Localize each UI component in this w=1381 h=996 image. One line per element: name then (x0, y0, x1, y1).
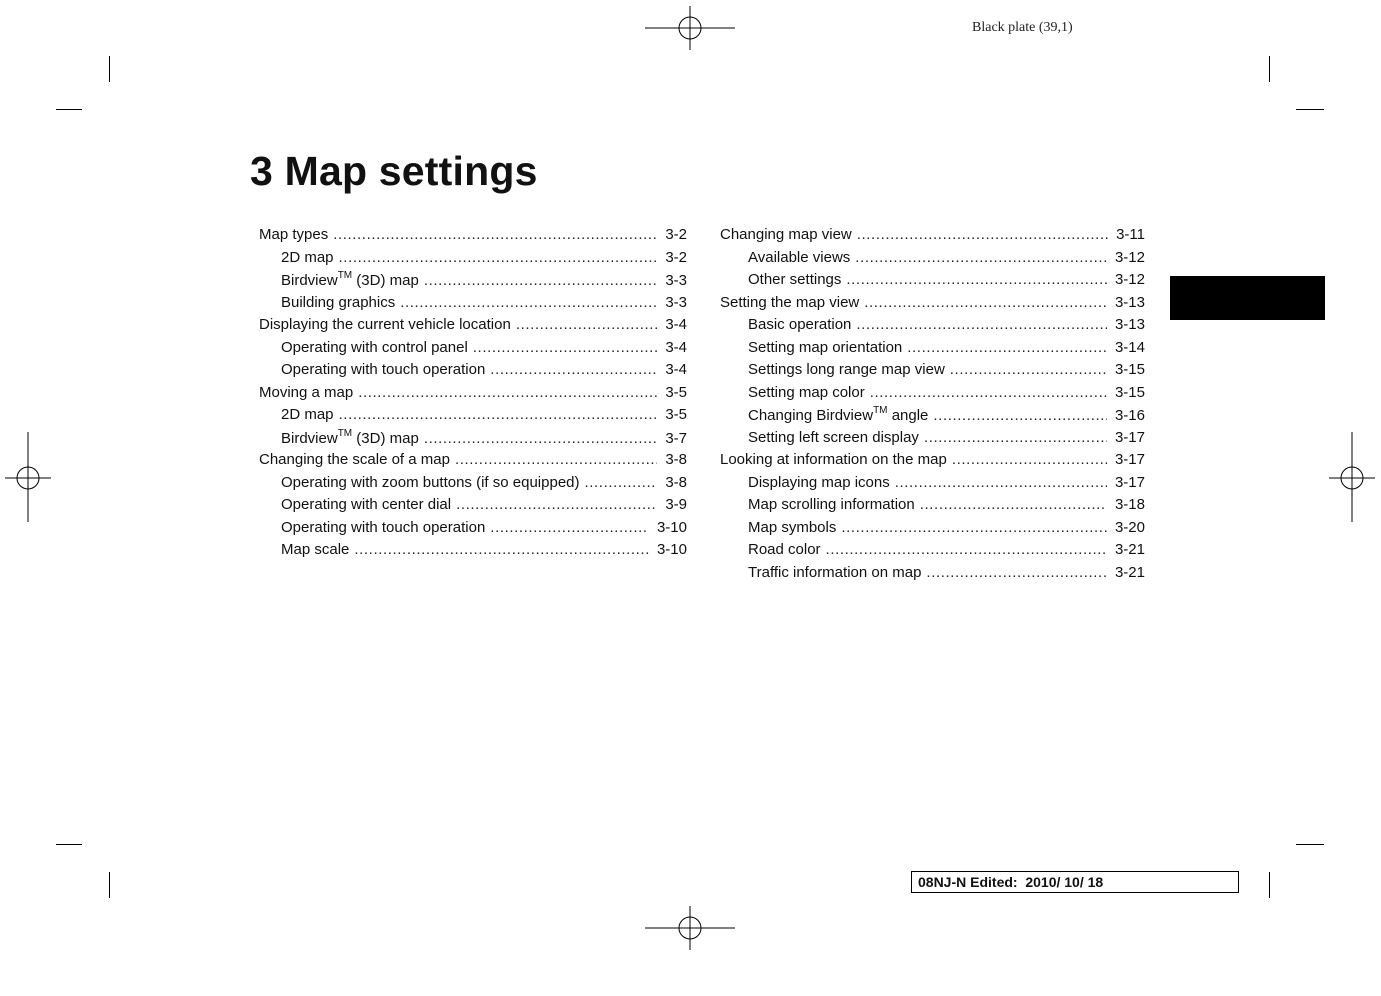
toc-entry[interactable] (720, 541, 1145, 564)
toc-dot-leader (826, 541, 1107, 558)
toc-dot-leader (870, 384, 1107, 401)
registration-mark-right (1329, 432, 1381, 522)
toc-entry-label: Displaying the current vehicle location (259, 316, 511, 333)
toc-dot-leader (473, 339, 658, 356)
toc-entry-label: Setting the map view (720, 293, 860, 311)
toc-dot-leader (400, 294, 657, 311)
toc-entry-page: 3-8 (665, 451, 687, 468)
toc-entry-page: 3-15 (1114, 361, 1145, 378)
toc-dot-leader (424, 272, 657, 289)
toc-entry-label: Basic operation (748, 316, 852, 333)
toc-entry-page: 3-16 (1114, 407, 1145, 424)
trademark-mark: TM (873, 405, 888, 416)
toc-entry-page: 3-11 (1116, 226, 1145, 243)
toc-entry-page: 3-5 (665, 383, 687, 401)
toc-dot-leader (358, 384, 657, 401)
toc-entry[interactable] (720, 339, 1145, 362)
toc-entry-label: Changing map view (720, 226, 852, 243)
toc-left-column (259, 226, 687, 564)
toc-entry-label: Operating with control panel (281, 338, 468, 356)
toc-entry[interactable] (259, 361, 687, 384)
toc-entry[interactable] (720, 294, 1145, 317)
toc-entry-page: 3-3 (665, 272, 687, 289)
toc-dot-leader (907, 339, 1107, 356)
toc-entry-label: Birdview™ (3D) map (281, 270, 419, 289)
toc-entry-label: Birdview™ (3D) map (281, 427, 419, 447)
registration-mark-top (645, 6, 735, 96)
toc-entry-page: 3-2 (665, 226, 687, 243)
toc-entry-page: 3-10 (656, 518, 687, 536)
toc-dot-leader (952, 451, 1107, 468)
toc-entry-label: Map symbols (748, 518, 837, 536)
toc-entry-label: Displaying map icons (748, 473, 890, 491)
toc-entry[interactable] (259, 271, 687, 294)
toc-entry-label: Map scrolling information (748, 496, 915, 513)
toc-dot-leader (424, 430, 657, 447)
toc-entry-page: 3-12 (1114, 271, 1145, 288)
toc-entry[interactable] (259, 294, 687, 317)
toc-entry[interactable] (259, 249, 687, 272)
toc-entry[interactable] (720, 451, 1145, 474)
toc-entry-page: 3-10 (656, 541, 687, 558)
toc-entry-page: 3-13 (1114, 316, 1145, 333)
toc-entry[interactable] (259, 474, 687, 497)
toc-entry-label: 2D map (281, 248, 334, 266)
toc-entry[interactable] (720, 496, 1145, 519)
toc-entry-page: 3-7 (665, 429, 687, 447)
toc-entry-page: 3-21 (1114, 563, 1145, 581)
toc-entry[interactable] (259, 451, 687, 474)
registration-mark-bottom (645, 906, 735, 996)
crop-mark (1269, 56, 1270, 82)
toc-entry[interactable] (259, 429, 687, 452)
toc-dot-leader (856, 316, 1107, 333)
toc-dot-leader (846, 271, 1107, 288)
toc-entry-label: Operating with touch operation (281, 361, 486, 378)
toc-dot-leader (333, 226, 657, 243)
toc-entry-label: Setting left screen display (748, 428, 919, 446)
toc-dot-leader (950, 361, 1107, 378)
plate-label: Black plate (39,1) (972, 20, 1073, 35)
toc-entry[interactable] (259, 384, 687, 407)
chapter-title: 3 Map settings (250, 148, 538, 194)
toc-dot-leader (339, 406, 658, 423)
edited-stamp: 08NJ-N Edited: 2010/ 10/ 18 (911, 871, 1239, 893)
toc-entry[interactable] (259, 339, 687, 362)
toc-entry-label: Traffic information on map (748, 563, 922, 581)
toc-entry-label: Changing the scale of a map (259, 451, 450, 468)
toc-dot-leader (864, 294, 1107, 311)
toc-entry[interactable] (720, 226, 1145, 249)
toc-dot-leader (516, 316, 658, 333)
toc-entry[interactable] (720, 249, 1145, 272)
toc-entry[interactable] (259, 541, 687, 564)
toc-dot-leader (933, 407, 1107, 424)
toc-entry-label: Changing Birdview™ angle (748, 405, 929, 424)
toc-entry[interactable] (259, 519, 687, 542)
toc-entry[interactable] (720, 474, 1145, 497)
toc-dot-leader (857, 226, 1108, 243)
toc-entry-page: 3-17 (1114, 428, 1145, 446)
toc-entry-label: Settings long range map view (748, 361, 945, 378)
toc-entry-label: Road color (748, 541, 821, 558)
toc-dot-leader (354, 541, 649, 558)
toc-entry-label: Looking at information on the map (720, 451, 947, 468)
toc-dot-leader (456, 496, 657, 513)
crop-mark (56, 844, 82, 845)
toc-entry-label: Operating with touch operation (281, 518, 486, 536)
toc-entry-label: Available views (748, 248, 851, 266)
toc-entry[interactable] (259, 316, 687, 339)
toc-entry-page: 3-14 (1114, 338, 1145, 356)
crop-mark (109, 56, 110, 82)
crop-mark (109, 872, 110, 898)
toc-entry[interactable] (720, 564, 1145, 587)
toc-entry[interactable] (720, 384, 1145, 407)
registration-mark-left (5, 432, 95, 522)
toc-entry-label: Map scale (281, 541, 350, 558)
toc-dot-leader (895, 474, 1107, 491)
toc-entry[interactable] (720, 406, 1145, 429)
toc-entry[interactable] (720, 519, 1145, 542)
toc-entry-label: Moving a map (259, 383, 354, 401)
toc-entry-page: 3-13 (1114, 293, 1145, 311)
toc-entry-label: Operating with zoom buttons (if so equipped) (281, 473, 580, 491)
toc-entry-page: 3-4 (665, 316, 687, 333)
toc-dot-leader (841, 519, 1107, 536)
toc-entry-page: 3-3 (665, 293, 687, 311)
crop-mark (1269, 872, 1270, 898)
toc-entry-page: 3-17 (1114, 473, 1145, 491)
toc-entry-page: 3-21 (1114, 541, 1145, 558)
crop-mark (56, 109, 82, 110)
toc-entry-page: 3-4 (665, 338, 687, 356)
toc-entry[interactable] (259, 496, 687, 519)
toc-entry-page: 3-20 (1114, 518, 1145, 536)
toc-entry-label: Map types (259, 226, 329, 243)
toc-dot-leader (339, 249, 658, 266)
toc-dot-leader (585, 474, 658, 491)
toc-dot-leader (920, 496, 1107, 513)
toc-entry-label: Setting map color (748, 383, 865, 401)
toc-entry-page: 3-17 (1114, 451, 1145, 468)
trademark-mark: TM (337, 270, 353, 281)
toc-entry-label: Other settings (748, 271, 842, 288)
toc-dot-leader (455, 451, 657, 468)
chapter-tab (1170, 276, 1325, 320)
toc-entry-label: 2D map (281, 406, 334, 423)
toc-entry[interactable] (720, 271, 1145, 294)
toc-entry[interactable] (720, 316, 1145, 339)
toc-right-column (720, 226, 1145, 586)
toc-entry-page: 3-9 (665, 496, 687, 513)
toc-entry-page: 3-5 (665, 406, 687, 423)
toc-dot-leader (490, 361, 657, 378)
toc-dot-leader (924, 429, 1107, 446)
toc-entry-page: 3-2 (665, 248, 687, 266)
toc-dot-leader (490, 519, 649, 536)
toc-entry-label: Building graphics (281, 293, 396, 311)
toc-entry[interactable] (720, 361, 1145, 384)
toc-dot-leader (926, 564, 1107, 581)
toc-entry-page: 3-8 (665, 473, 687, 491)
toc-entry[interactable] (720, 429, 1145, 452)
crop-mark (1296, 844, 1324, 845)
toc-entry-label: Operating with center dial (281, 496, 452, 513)
toc-entry[interactable] (259, 226, 687, 249)
toc-entry-label: Setting map orientation (748, 338, 903, 356)
crop-mark (1296, 109, 1324, 110)
toc-entry-page: 3-18 (1114, 496, 1145, 513)
toc-entry-page: 3-15 (1114, 383, 1145, 401)
toc-entry[interactable] (259, 406, 687, 429)
toc-entry-page: 3-12 (1114, 248, 1145, 266)
trademark-mark: TM (337, 427, 353, 439)
toc-entry-page: 3-4 (665, 361, 687, 378)
toc-dot-leader (855, 249, 1107, 266)
